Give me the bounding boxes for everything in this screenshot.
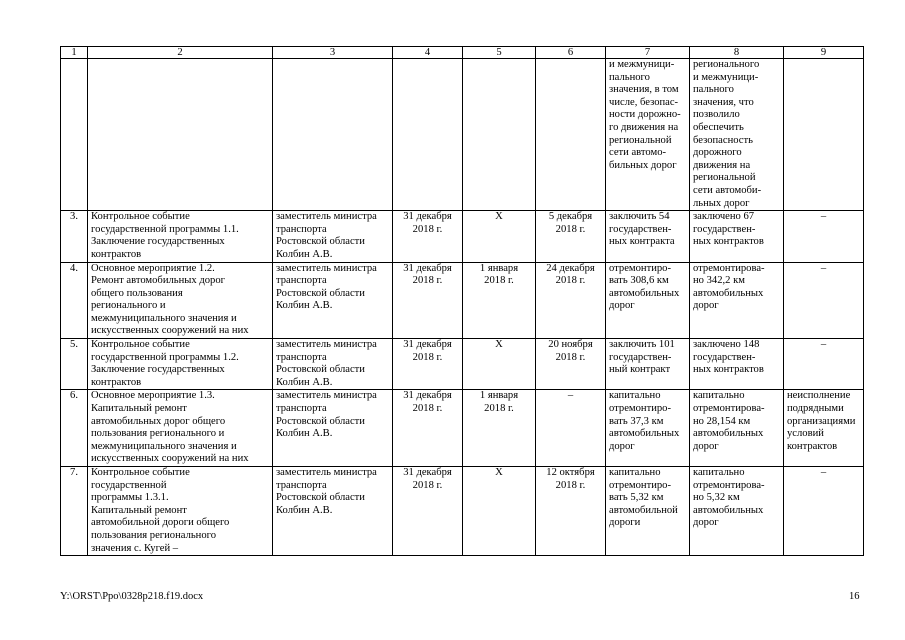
- cell-line: и межмуници-: [609, 59, 675, 70]
- cell-line: Х: [495, 211, 503, 223]
- column-number: 1: [61, 47, 88, 59]
- cell-line: автомобильных дорог общего: [91, 415, 226, 427]
- cell-line: бильных дорог: [609, 159, 677, 171]
- actual-result-cell: [690, 262, 784, 339]
- cell-line: организациями: [787, 415, 856, 427]
- event-cell: [88, 390, 273, 467]
- cell-line: Ростовской области: [276, 236, 365, 248]
- cell-line: отремонтиро-: [609, 403, 672, 415]
- planned-date-cell: [393, 390, 463, 467]
- cell-line: заместитель министра: [276, 211, 377, 223]
- cell-line: автомобильных: [693, 504, 764, 516]
- cell-line: –: [567, 390, 574, 402]
- row-number: 7.: [61, 467, 88, 556]
- cell-line: Х: [495, 467, 503, 478]
- row-number: [61, 59, 88, 211]
- cell-line: региональной: [609, 134, 672, 146]
- cell-line: капитально: [609, 390, 661, 402]
- row-number: 3.: [61, 211, 88, 262]
- column-number: 2: [88, 47, 273, 59]
- cell-line: транспорта: [276, 403, 327, 415]
- cell-line: Ростовской области: [276, 492, 365, 504]
- cell-line: пального: [609, 71, 650, 83]
- cell-line: Капитальный ремонт: [91, 403, 187, 415]
- planned-result-cell: [606, 59, 690, 211]
- planned-date-cell: [393, 467, 463, 556]
- file-path: Y:\ORST\Ppo\0328p218.f19.docx: [60, 591, 204, 602]
- cell-line: заместитель министра: [276, 390, 377, 402]
- row-number: 6.: [61, 390, 88, 467]
- column-number: 6: [536, 47, 606, 59]
- table-row: [61, 339, 864, 390]
- cell-line: Заключение государственных: [91, 364, 225, 376]
- actual-result-cell: [690, 390, 784, 467]
- problems-cell: [784, 211, 864, 262]
- cell-line: программы 1.3.1.: [91, 492, 169, 504]
- cell-line: межмуниципального значения и: [91, 312, 237, 324]
- cell-line: Основное мероприятие 1.3.: [91, 390, 215, 402]
- cell-line: позволило: [693, 109, 740, 121]
- cell-line: Заключение государственных: [91, 236, 225, 248]
- cell-line: искусственных сооружений на них: [91, 325, 249, 337]
- actual-result-cell: [690, 211, 784, 262]
- cell-line: сети автомоби-: [693, 184, 762, 196]
- table-row: [61, 211, 864, 262]
- cell-line: автомобильных: [693, 287, 764, 299]
- cell-line: 31 декабря: [403, 211, 452, 223]
- event-cell: [88, 339, 273, 390]
- column-number-row: [61, 47, 864, 59]
- cell-line: сети автомо-: [609, 147, 667, 159]
- cell-line: отремонтирова-: [693, 403, 765, 415]
- cell-line: –: [820, 339, 827, 351]
- planned-result-cell: [606, 339, 690, 390]
- cell-line: транспорта: [276, 275, 327, 287]
- cell-line: подрядными: [787, 403, 844, 415]
- cell-line: Колбин А.В.: [276, 300, 333, 312]
- cell-line: искусственных сооружений на них: [91, 453, 249, 465]
- cell-line: но 5,32 км: [693, 492, 740, 504]
- cell-line: –: [820, 467, 827, 478]
- cell-line: вать 308,6 км: [609, 275, 669, 287]
- cell-line: государственной программы 1.2.: [91, 351, 239, 363]
- actual-date-cell: [536, 262, 606, 339]
- cell-line: Х: [495, 339, 503, 351]
- start-date-cell: [463, 262, 536, 339]
- table-row: [61, 390, 864, 467]
- cell-line: неисполнение: [787, 390, 851, 402]
- problems-cell: [784, 262, 864, 339]
- cell-line: Ростовской области: [276, 415, 365, 427]
- cell-line: государственной: [91, 479, 167, 491]
- cell-line: ных контракта: [609, 236, 675, 248]
- actual-result-cell: [690, 59, 784, 211]
- cell-line: 2018 г.: [555, 275, 586, 287]
- cell-line: контрактов: [787, 440, 838, 452]
- problems-cell: [784, 59, 864, 211]
- column-number: 3: [273, 47, 393, 59]
- actual-result-cell: [690, 467, 784, 556]
- cell-line: значения с. Кугей –: [91, 542, 179, 554]
- planned-result-cell: [606, 262, 690, 339]
- cell-line: дорог: [693, 300, 719, 312]
- cell-line: автомобильных: [609, 428, 680, 440]
- cell-line: 2018 г.: [412, 403, 443, 415]
- cell-line: государственной программы 1.1.: [91, 223, 239, 235]
- cell-line: 20 ноября: [548, 339, 593, 351]
- cell-line: заместитель министра: [276, 339, 377, 351]
- cell-line: государствен-: [609, 351, 672, 363]
- cell-line: Основное мероприятие 1.2.: [91, 262, 215, 274]
- cell-line: 2018 г.: [484, 403, 514, 415]
- cell-line: но 342,2 км: [693, 275, 745, 287]
- cell-line: ных контрактов: [693, 236, 764, 248]
- cell-line: го движения на: [609, 121, 679, 133]
- actual-date-cell: [536, 467, 606, 556]
- cell-line: ный контракт: [609, 364, 671, 376]
- cell-line: Колбин А.В.: [276, 504, 333, 516]
- responsible-cell: [273, 390, 393, 467]
- start-date-cell: [463, 211, 536, 262]
- problems-cell: [784, 390, 864, 467]
- cell-line: обеспечить: [693, 121, 744, 133]
- cell-line: регионального и: [91, 300, 166, 312]
- cell-line: транспорта: [276, 479, 327, 491]
- actual-date-cell: [536, 211, 606, 262]
- planned-date-cell: [393, 211, 463, 262]
- cell-line: дорог: [693, 440, 719, 452]
- cell-line: дорог: [693, 517, 719, 529]
- cell-line: заместитель министра: [276, 262, 377, 274]
- responsible-cell: [273, 339, 393, 390]
- cell-line: вать 37,3 км: [609, 415, 664, 427]
- cell-line: дорожного: [693, 147, 742, 159]
- cell-line: Колбин А.В.: [276, 248, 333, 260]
- planned-date-cell: [393, 339, 463, 390]
- cell-line: 1 января: [479, 390, 519, 402]
- cell-line: 12 октября: [546, 467, 595, 478]
- cell-line: общего пользования: [91, 287, 183, 299]
- row-number: 4.: [61, 262, 88, 339]
- cell-line: дороги: [609, 517, 641, 529]
- problems-cell: [784, 467, 864, 556]
- cell-line: автомобильной дороги общего: [91, 517, 230, 529]
- cell-line: 5 декабря: [548, 211, 593, 223]
- cell-line: автомобильной: [609, 504, 678, 516]
- problems-cell: [784, 339, 864, 390]
- cell-line: –: [820, 211, 827, 223]
- cell-line: льных дорог: [693, 197, 750, 209]
- cell-line: и межмуници-: [693, 71, 759, 83]
- cell-line: 31 декабря: [403, 390, 452, 402]
- cell-line: Капитальный ремонт: [91, 504, 187, 516]
- cell-line: автомобильных: [609, 287, 680, 299]
- report-table: [60, 46, 864, 556]
- cell-line: 2018 г.: [412, 223, 443, 235]
- column-number: 8: [690, 47, 784, 59]
- cell-line: заключить 101: [609, 339, 675, 351]
- cell-line: Колбин А.В.: [276, 376, 333, 388]
- cell-line: 1 января: [479, 262, 519, 274]
- event-cell: [88, 59, 273, 211]
- cell-line: 2018 г.: [412, 275, 443, 287]
- cell-line: Ремонт автомобильных дорог: [91, 275, 225, 287]
- table-row: [61, 467, 864, 556]
- start-date-cell: [463, 339, 536, 390]
- cell-line: дорог: [609, 300, 635, 312]
- cell-line: регионального: [693, 59, 760, 70]
- cell-line: заключено 67: [693, 211, 755, 223]
- cell-line: Контрольное событие: [91, 467, 190, 478]
- cell-line: заключено 148: [693, 339, 760, 351]
- cell-line: контрактов: [91, 248, 142, 260]
- cell-line: 2018 г.: [555, 479, 586, 491]
- cell-line: Колбин А.В.: [276, 428, 333, 440]
- cell-line: но 28,154 км: [693, 415, 751, 427]
- cell-line: –: [820, 262, 827, 274]
- cell-line: государствен-: [693, 351, 756, 363]
- cell-line: вать 5,32 км: [609, 492, 664, 504]
- row-number: 5.: [61, 339, 88, 390]
- actual-date-cell: [536, 390, 606, 467]
- table-row: [61, 59, 864, 211]
- cell-line: капитально: [693, 390, 745, 402]
- cell-line: числе, безопас-: [609, 96, 679, 108]
- cell-line: Контрольное событие: [91, 339, 190, 351]
- planned-result-cell: [606, 467, 690, 556]
- cell-line: 2018 г.: [484, 275, 514, 287]
- cell-line: транспорта: [276, 223, 327, 235]
- cell-line: контрактов: [91, 376, 142, 388]
- cell-line: Ростовской области: [276, 287, 365, 299]
- cell-line: пользования регионального и: [91, 428, 225, 440]
- cell-line: 31 декабря: [403, 339, 452, 351]
- event-cell: [88, 467, 273, 556]
- actual-result-cell: [690, 339, 784, 390]
- cell-line: капитально: [609, 467, 661, 478]
- page-number: 16: [849, 591, 860, 602]
- table-row: [61, 262, 864, 339]
- cell-line: условий: [787, 428, 824, 440]
- cell-line: капитально: [693, 467, 745, 478]
- cell-line: отремонтиро-: [609, 262, 672, 274]
- cell-line: значения, что: [693, 96, 754, 108]
- event-cell: [88, 211, 273, 262]
- cell-line: государствен-: [609, 223, 672, 235]
- cell-line: 31 декабря: [403, 262, 452, 274]
- cell-line: транспорта: [276, 351, 327, 363]
- actual-date-cell: [536, 339, 606, 390]
- cell-line: пального: [693, 84, 734, 96]
- cell-line: 2018 г.: [412, 351, 443, 363]
- actual-date-cell: [536, 59, 606, 211]
- planned-date-cell: [393, 262, 463, 339]
- cell-line: заключить 54: [609, 211, 670, 223]
- cell-line: заместитель министра: [276, 467, 377, 478]
- cell-line: 2018 г.: [412, 479, 443, 491]
- responsible-cell: [273, 467, 393, 556]
- column-number: 9: [784, 47, 864, 59]
- cell-line: отремонтирова-: [693, 479, 765, 491]
- cell-line: ности дорожно-: [609, 109, 681, 121]
- cell-line: 2018 г.: [555, 351, 586, 363]
- column-number: 4: [393, 47, 463, 59]
- cell-line: отремонтиро-: [609, 479, 672, 491]
- planned-date-cell: [393, 59, 463, 211]
- cell-line: государствен-: [693, 223, 756, 235]
- column-number: 7: [606, 47, 690, 59]
- cell-line: межмуниципального значения и: [91, 440, 237, 452]
- cell-line: движения на: [693, 159, 751, 171]
- cell-line: ных контрактов: [693, 364, 764, 376]
- cell-line: пользования регионального: [91, 529, 217, 541]
- planned-result-cell: [606, 390, 690, 467]
- cell-line: дорог: [609, 440, 635, 452]
- cell-line: Контрольное событие: [91, 211, 190, 223]
- responsible-cell: [273, 262, 393, 339]
- cell-line: 24 декабря: [546, 262, 595, 274]
- cell-line: Ростовской области: [276, 364, 365, 376]
- planned-result-cell: [606, 211, 690, 262]
- event-cell: [88, 262, 273, 339]
- column-number: 5: [463, 47, 536, 59]
- cell-line: 31 декабря: [403, 467, 452, 478]
- cell-line: региональной: [693, 172, 756, 184]
- cell-line: отремонтирова-: [693, 262, 765, 274]
- cell-line: автомобильных: [693, 428, 764, 440]
- cell-line: значения, в том: [609, 84, 679, 96]
- start-date-cell: [463, 467, 536, 556]
- cell-line: безопасность: [693, 134, 753, 146]
- start-date-cell: [463, 390, 536, 467]
- cell-line: 2018 г.: [555, 223, 586, 235]
- responsible-cell: [273, 211, 393, 262]
- start-date-cell: [463, 59, 536, 211]
- responsible-cell: [273, 59, 393, 211]
